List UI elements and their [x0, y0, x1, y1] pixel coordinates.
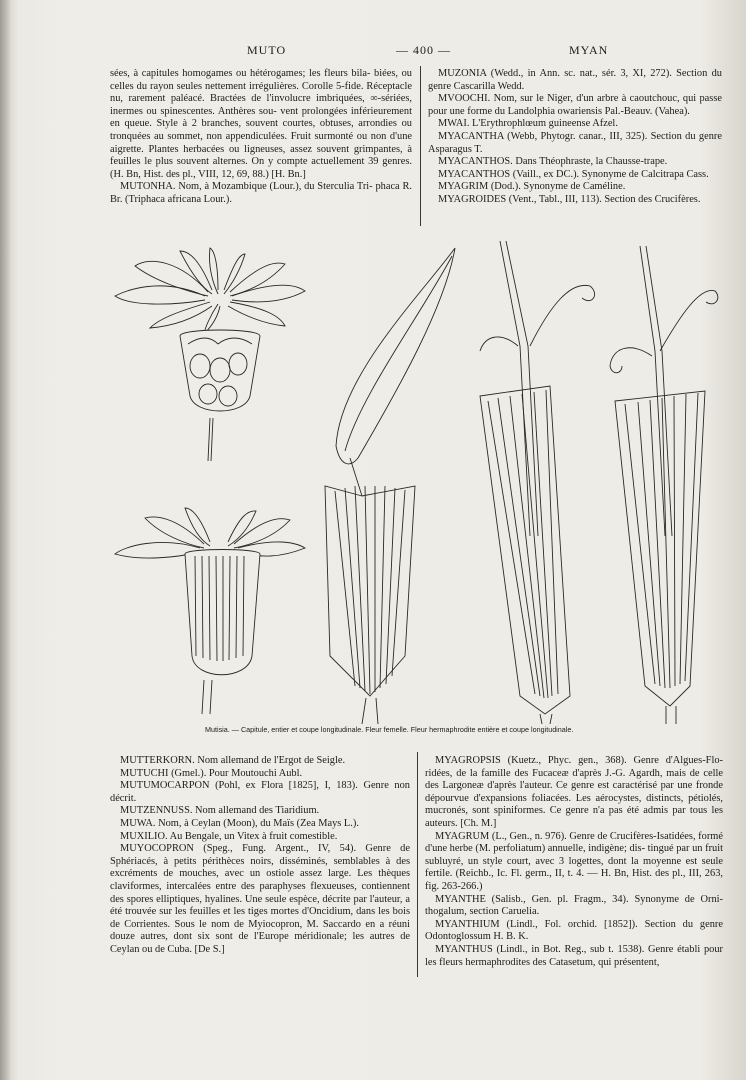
entry-mutumocarpon: MUTUMOCARPON (Pohl, ex Flora [1825], I, 183). Genre non décrit. [110, 780, 410, 804]
entry-muzonia: MUZONIA (Wedd., in Ann. sc. nat., sér. 3, XI, 272). Section du genre Cascarilla Wedd. [428, 68, 722, 92]
entry-myagroides: MYAGROIDES (Vent., Tabl., III, 113). Section des Crucifères. [438, 193, 701, 205]
capitule-section-drawing [115, 508, 305, 714]
column-rule-bottom [417, 752, 418, 977]
entry-myanthe: MYANTHE (Salisb., Gen. pl. Fragm., 34). Synonyme de Orni- thogalum, section Caruelia. [425, 893, 723, 918]
entry-muyocopron: MUYOCOPRON (Speg., Fung. Argent., IV, 54). Genre de Sphériacés, à petits périthèces noirs, disséminés, semblables à des excréments de mouches, avec un ostiole assez large. Les thèques claviformes, intercalées entre des paraphyses flexueuses, contiennent des spores elliptiques, hyalines. Une seule espèce, décrite par l'auteur, a été trouvée sur les feuilles et les tiges mortes d'Oncidium, dans les bois de Corrientes. Sous le nom de Myiocopron, M. Saccardo en a réuni douze autres, dont six sont de l'Europe méridionale; les autres de Ceylan ou de Cuba. [De S.] [110, 843, 410, 955]
capitule-whole-drawing [115, 248, 305, 461]
entry-myagrim: MYAGRIM (Dod.). Synonyme de Caméline. [438, 181, 626, 193]
top-right-column [428, 68, 722, 207]
entry-myagropsis: MYAGROPSIS (Kuetz., Phyc. gen., 368). Genre d'Algues-Flo- ridées, de la famille des Fucaceæ d'après J.-G. Agardh, mais de celle des Largoneæ d'après l'auteur. Ce genre est caractérisé par une fronde dépourvue d'expansions foliacées. Les aérocystes, distincts, pétiolés, mucronés, sont spiniformes. Ce genre n'a pas été admis par tous les auteurs. [Ch. M.] [425, 755, 723, 829]
running-head-right: MYAN [569, 43, 609, 57]
entry-muwa: MUWA. Nom, à Ceylan (Moon), du Maïs (Zea Mays L.). [120, 817, 359, 829]
top-left-column [110, 68, 412, 207]
entry-myanthium: MYANTHIUM (Lindl., Fol. orchid. [1852]). Section du genre Odontoglossum H. B. K. [425, 918, 723, 943]
entry-myacantha: MYACANTHA (Webb, Phytogr. canar., III, 325). Section du genre Asparagus T. [428, 130, 722, 155]
paragraph: sées, à capitules homogames ou hétérogames; les fleurs bila- biées, ou celles du rayon seules nettement irrégulières. Corolle 5-fide. Réceptacle nu, rarement paléacé. Bractées de l'involucre imbriquées, ∞-sériées, inermes ou spinescentes. Anthères sou- vent prolongées inférieurement en queue. Style à 2 branches, souvent courtes, obtuses, arrondies ou tronquées au sommet, non appendiculées. Fruit surmonté ou non d'une aigrette. Plantes herbacées ou ligneuses, assez souvent grimpantes, à feuilles le plus souvent alternes. On y compte actuellement 39 genres. (H. Bn, Hist. des pl., VIII, 12, 69, 88.) [H. Bn.] [110, 68, 412, 180]
page-binding-edge [0, 0, 10, 1080]
entry-mutonha: MUTONHA. Nom, à Mozambique (Lour.), du Sterculia Tri- phaca R. Br. (Triphaca africana Lour.). [110, 181, 412, 205]
mutisia-illustration [100, 236, 730, 724]
entry-mutuchi: MUTUCHI (Gmel.). Pour Moutouchi Aubl. [120, 767, 303, 779]
page-number: — 400 — [396, 43, 451, 57]
running-head-left: MUTO [247, 43, 287, 57]
bottom-right-column [425, 755, 723, 969]
entry-mutzennuss: MUTZENNUSS. Nom allemand des Tiaridium. [120, 805, 320, 817]
female-flower-drawing [325, 248, 455, 724]
entry-mwai: MWAI. L'Erythrophlœum guineense Afzel. [438, 118, 618, 130]
entry-muxilio: MUXILIO. Au Bengale, un Vitex à fruit comestible. [120, 830, 338, 842]
entry-myacanthos-vaill: MYACANTHOS (Vaill., ex DC.). Synonyme de Calcitrapa Cass. [438, 168, 709, 180]
entry-mvoochi: MVOOCHI. Nom, sur le Niger, d'un arbre à caoutchouc, qui passe pour une forme du Landolphia owariensis Pal.-Beauv. (Vahea). [428, 93, 722, 117]
bottom-left-column [110, 755, 410, 957]
column-rule-top [420, 66, 421, 226]
hermaphrodite-flower-drawing [480, 241, 595, 724]
entry-mutterkorn: MUTTERKORN. Nom allemand de l'Ergot de Seigle. [120, 755, 346, 766]
entry-myagrum: MYAGRUM (L., Gen., n. 976). Genre de Crucifères-Isatidées, formé d'une herbe (M. perfoliatum) annuelle, indigène; dis- tingué par un fruit subluyré, un style court, avec 3 logettes, dont la moyenne est seule fertile. (Reichb., Ic. Fl. germ., II, t. 4. — H. Bn, Hist. des pl., III, 263, fig. 263-266.) [425, 830, 723, 892]
entry-myanthus: MYANTHUS (Lindl., in Bot. Reg., sub t. 1538). Genre établi pour les fleurs hermaphrodites des Catasetum, qui présentent, [425, 943, 723, 968]
figure-caption: Mutisia. — Capitule, entier et coupe longitudinale. Fleur femelle. Fleur hermaphrodite entière et coupe longitudinale. [205, 725, 574, 734]
entry-myacanthos: MYACANTHOS. Dans Théophraste, la Chausse-trape. [438, 156, 668, 168]
hermaphrodite-section-drawing [610, 246, 718, 724]
